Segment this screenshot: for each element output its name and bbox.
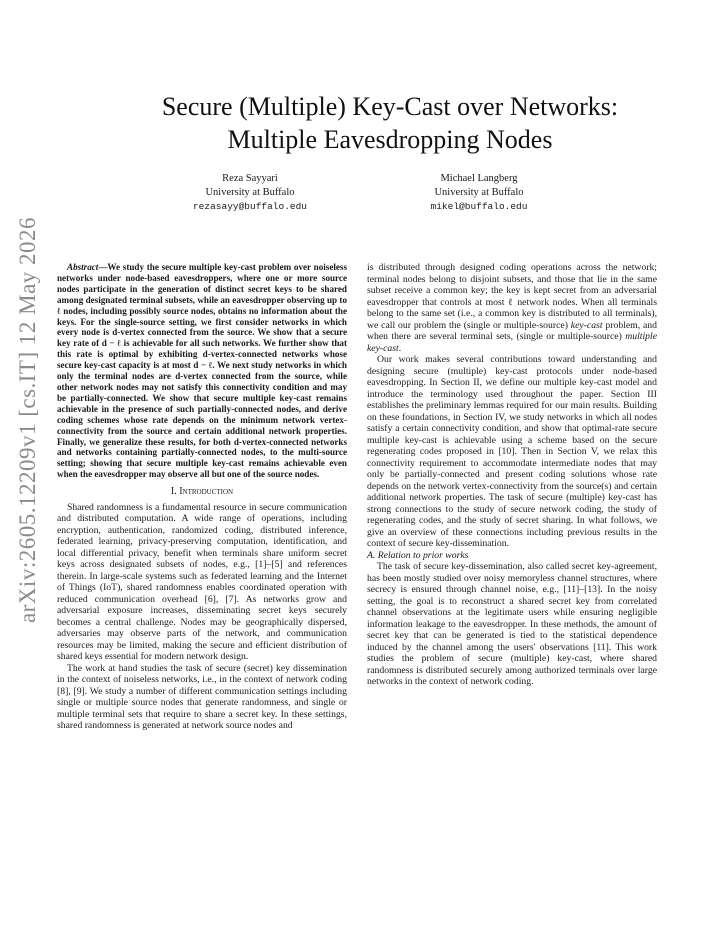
abstract-body: —We study the secure multiple key-cast problem over noiseless networks under node-based eavesdroppers, where one or more source nodes participate in the generation of distinct secret keys to be shared among designated terminal subsets, while an eavesdropper observing up to ℓ nodes, including possibly source nodes, obtains no information about the keys. For the single-source setting, we first consider networks in which every node is d-vertex connected from the source. We show that a secure key rate of d − ℓ is achievable for all such networks. We further show that this rate is optimal by exhibiting d-vertex-connected networks whose secure key-cast capacity is at most d − ℓ. We next study networks in which only the terminal nodes are d-vertex connected from the source, while other network nodes may not satisfy this connectivity condition and may be partially-connected. We show that secure multiple key-cast remains achievable in the presence of such partially-connected nodes, and derive coding schemes whose rate depends on the minimum network vertex-connectivity from the source and certain additional network properties. Finally, we generalize these results, for both d-vertex-connected networks and networks containing partially-connected nodes, to the multi-source setting; showing that secure multiple key-cast remains achievable even when the eavesdropper may observe all but one of the source nodes. — [57, 262, 347, 480]
author-email: rezasayy@buffalo.edu — [192, 201, 308, 212]
arxiv-sidebar — [8, 180, 48, 660]
contributions-paragraph: Our work makes several contributions toward understanding and designing secure (multiple) key-cast protocols under node-based eavesdropping. In Section II, we define our multiple key-cast model and introduce the terminology used throughout the paper. Section III establishes the preliminary lemmas required for our main results. Building on these foundations, in Section IV, we study networks in which all nodes satisfy a certain connectivity condition, and show that optimal-rate secure multiple key-cast is achievable using a scheme based on the secure regenerating codes proposed in [10]. Then in Section V, we relax this connectivity requirement to accommodate intermediate nodes that may only be partially-connected and present coding solutions whose rate depends on the network vertex-connectivity from the source(s) and certain additional network properties. The task of secure (multiple) key-cast has strong connections to the study of secure network coding, the study of regenerating codes, and the study of secret sharing. In what follows, we give an overview of these connections including previous results in the context of secure key-dissemination. — [367, 354, 657, 549]
term-key-cast: key-cast — [570, 319, 603, 331]
arxiv-identifier: arXiv:2605.12209v1 [cs.IT] 12 May 2026 — [15, 216, 41, 624]
intro-paragraph-2: The work at hand studies the task of secure (secret) key dissemination in the context of noiseless networks, i.e., in the context of network coding [8], [9]. We study a number of different communication settings including single or multiple source nodes that generate randomness, and single or multiple terminal sets that require to share a secret key. In these settings, shared randomness is generated at network source nodes and — [57, 662, 347, 732]
subsection-heading: A. Relation to prior works — [367, 549, 469, 561]
abstract — [57, 262, 347, 480]
title-line-1: Secure (Multiple) Key-Cast over Networks: — [161, 92, 619, 121]
author-affiliation: University at Buffalo — [434, 187, 524, 198]
author-name: Michael Langberg — [440, 173, 518, 184]
term-multiple-key-cast: multiple key-cast — [367, 331, 657, 354]
author-affiliation: University at Buffalo — [205, 187, 295, 198]
title-line-2: Multiple Eavesdropping Nodes — [227, 125, 553, 154]
prior-works-paragraph: The task of secure key-dissemination, also called secret key-agreement, has been mostly studied over noisy memoryless channel structures, where secrecy is ensured through channel noise, e.g., [11]–[13]. In the noisy setting, the goal is to reconstruct a shared secret key from correlated channel observations at the legitimate users while ensuring negligible information leakage to the eavesdropper. In these methods, the amount of secret key that can be generated is tied to the statistical dependence induced by the channel among the users' observations [11]. This work studies the problem of secure (multiple) key-cast, where shared randomness is distributed securely among authorized terminals over large networks in the context of network coding. — [367, 561, 657, 687]
section-heading: I. Introduction — [170, 486, 234, 498]
right-column — [367, 262, 657, 688]
author-email: mikel@buffalo.edu — [430, 201, 528, 212]
author-name: Reza Sayyari — [222, 173, 278, 184]
intro-paragraph-continued: is distributed through designed coding operations across the network; terminal nodes belong to disjoint subsets, and those that lie in the same subset receive a common key; the key is kept secret from an adversarial eavesdropper that controls at most ℓ network nodes. When all terminals belong to the same set (i.e., a common key is distributed to all terminals), we call our problem the (single or multiple-source) key-cast problem, and when there are several terminal sets, (single or multiple-source) multiple key-cast. — [367, 262, 657, 354]
author-block-1 — [140, 172, 360, 214]
abstract-label: Abstract — [67, 262, 99, 272]
paper-title — [60, 90, 720, 156]
intro-paragraph-1: Shared randomness is a fundamental resource in secure communication and distributed computation. A wide range of operations, including encryption, authentication, randomized coding, distributed inference, federated learning, privacy-preserving computation, identification, and local differential privacy, benefit when terminals share uniform secret keys across designated subsets of nodes, e.g., [1]–[5] and references therein. In large-scale systems such as federated learning and the Internet of Things (IoT), shared randomness enables coordinated operation with reduced communication overhead [6], [7]. As networks grow and adversarial exposure increases, disseminating secret keys securely becomes a central challenge. Nodes may be geographically dispersed, adversaries may observe parts of the network, and communication resources may be limited, making the secure and efficient distribution of shared keys essential for modern network design. — [57, 501, 347, 663]
author-block-2 — [369, 172, 589, 214]
left-column — [57, 262, 347, 732]
